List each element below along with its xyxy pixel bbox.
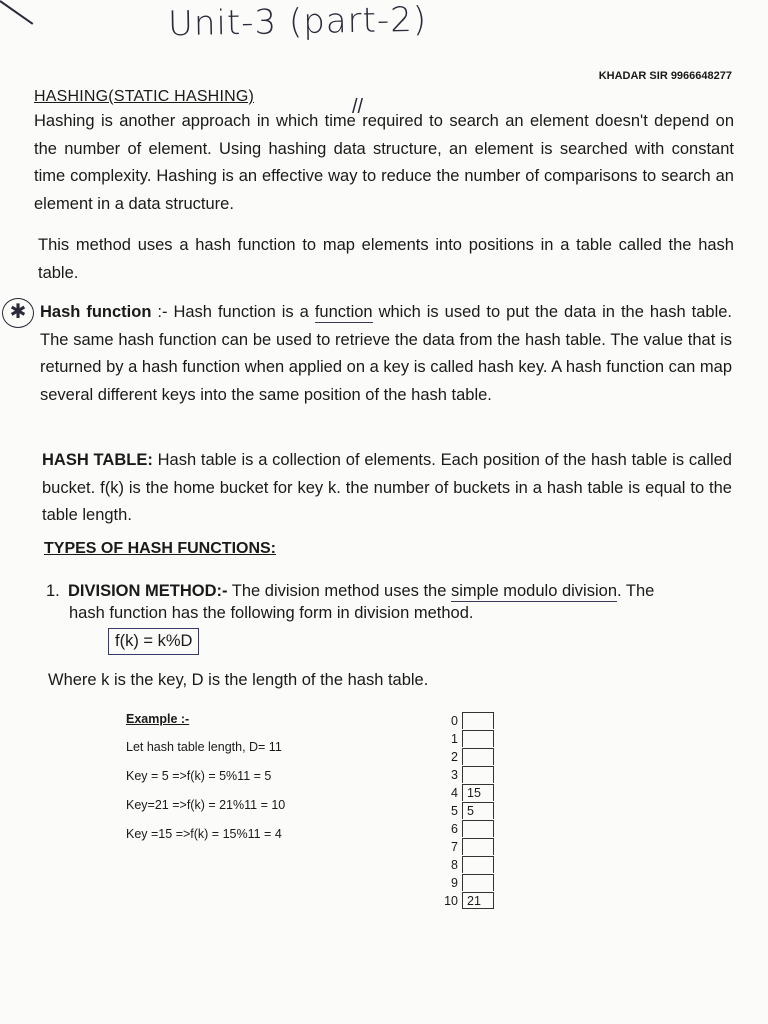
author-label: KHADAR SIR 9966648277 (598, 70, 732, 82)
table-row (440, 748, 494, 766)
example-line: Let hash table length, D= 11 (126, 740, 282, 754)
table-row (440, 730, 494, 748)
bucket-cell: 21 (462, 892, 494, 909)
intro-paragraph: Hashing is another approach in which time required to search an element doesn't depend on the number of element. Using hashing data structure, an element is searched with constant time complexity. Hashing is an effective way to reduce the number of comparisons to search an element in a data structure. (34, 112, 734, 213)
bucket-cell (462, 730, 494, 747)
hash-function-paragraph (40, 299, 732, 409)
bucket-cell: 15 (462, 784, 494, 801)
circled-star-icon: ✱ (2, 298, 34, 328)
example-line: Key =15 =>f(k) = 15%11 = 4 (126, 827, 282, 841)
types-heading: TYPES OF HASH FUNCTIONS: (44, 540, 277, 557)
table-row (440, 712, 494, 730)
bucket-cell (462, 748, 494, 765)
example-line: Key=21 =>f(k) = 21%11 = 10 (126, 798, 286, 812)
bucket-index: 10 (444, 894, 458, 908)
hash-table-diagram (440, 712, 494, 910)
bucket-index: 0 (451, 714, 458, 728)
pen-stroke (0, 0, 33, 25)
bucket-cell: 5 (462, 802, 494, 819)
hash-function-text-cont: which is used to put the data in the hash table. The same hash function can be used to retrieve the data from the hash table. The value that is returned by a hash function when applied on a key is called hash key. A hash function can map several different keys into the same position of the hash table. (40, 303, 732, 404)
list-number: 1. (46, 582, 60, 600)
bucket-cell (462, 838, 494, 855)
bucket-index: 7 (451, 840, 458, 854)
table-row (440, 892, 494, 910)
bucket-cell (462, 874, 494, 891)
bucket-index: 6 (451, 822, 458, 836)
where-line: Where k is the key, D is the length of the hash table. (48, 671, 429, 689)
table-row (440, 856, 494, 874)
table-row (440, 838, 494, 856)
hash-function-text: :- Hash function is a (151, 303, 315, 321)
method-paragraph: This method uses a hash function to map elements into positions in a table called the hash table. (38, 236, 734, 282)
hash-table-text: Hash table is a collection of elements. Each position of the hash table is called bucket. f(k) is the home bucket for key k. the number of buckets in a hash table is equal to the table length. (42, 451, 732, 524)
table-row (440, 784, 494, 802)
hash-table-paragraph (42, 447, 732, 530)
hash-function-term: Hash function (40, 303, 152, 321)
table-row (440, 802, 494, 820)
example-block (126, 712, 285, 856)
bucket-index: 3 (451, 768, 458, 782)
hash-table-term: HASH TABLE: (42, 451, 153, 469)
bucket-cell (462, 712, 494, 729)
bucket-cell (462, 820, 494, 837)
table-row (440, 874, 494, 892)
bucket-index: 2 (451, 750, 458, 764)
underlined-word: function (314, 303, 373, 321)
bucket-index: 5 (451, 804, 458, 818)
table-row (440, 820, 494, 838)
division-continuation: hash function has the following form in division method. (69, 604, 474, 622)
formula-box: f(k) = k%D (108, 628, 199, 655)
division-text-end: . The (617, 582, 655, 600)
bucket-cell (462, 766, 494, 783)
bucket-index: 9 (451, 876, 458, 890)
example-line: Key = 5 =>f(k) = 5%11 = 5 (126, 769, 272, 783)
division-method-name: DIVISION METHOD:- (68, 582, 228, 600)
table-row (440, 766, 494, 784)
division-text: The division method uses the (227, 582, 451, 600)
handwritten-tick: // (352, 96, 364, 118)
division-method-line (46, 578, 732, 605)
section-heading: HASHING(STATIC HASHING) (34, 88, 255, 105)
bucket-cell (462, 856, 494, 873)
bucket-index: 8 (451, 858, 458, 872)
bucket-index: 1 (451, 732, 458, 746)
bucket-index: 4 (451, 786, 458, 800)
example-title: Example :- (126, 712, 190, 726)
division-underlined: simple modulo division (451, 582, 617, 600)
page-title: Unit-3 (part-2) (167, 0, 428, 45)
